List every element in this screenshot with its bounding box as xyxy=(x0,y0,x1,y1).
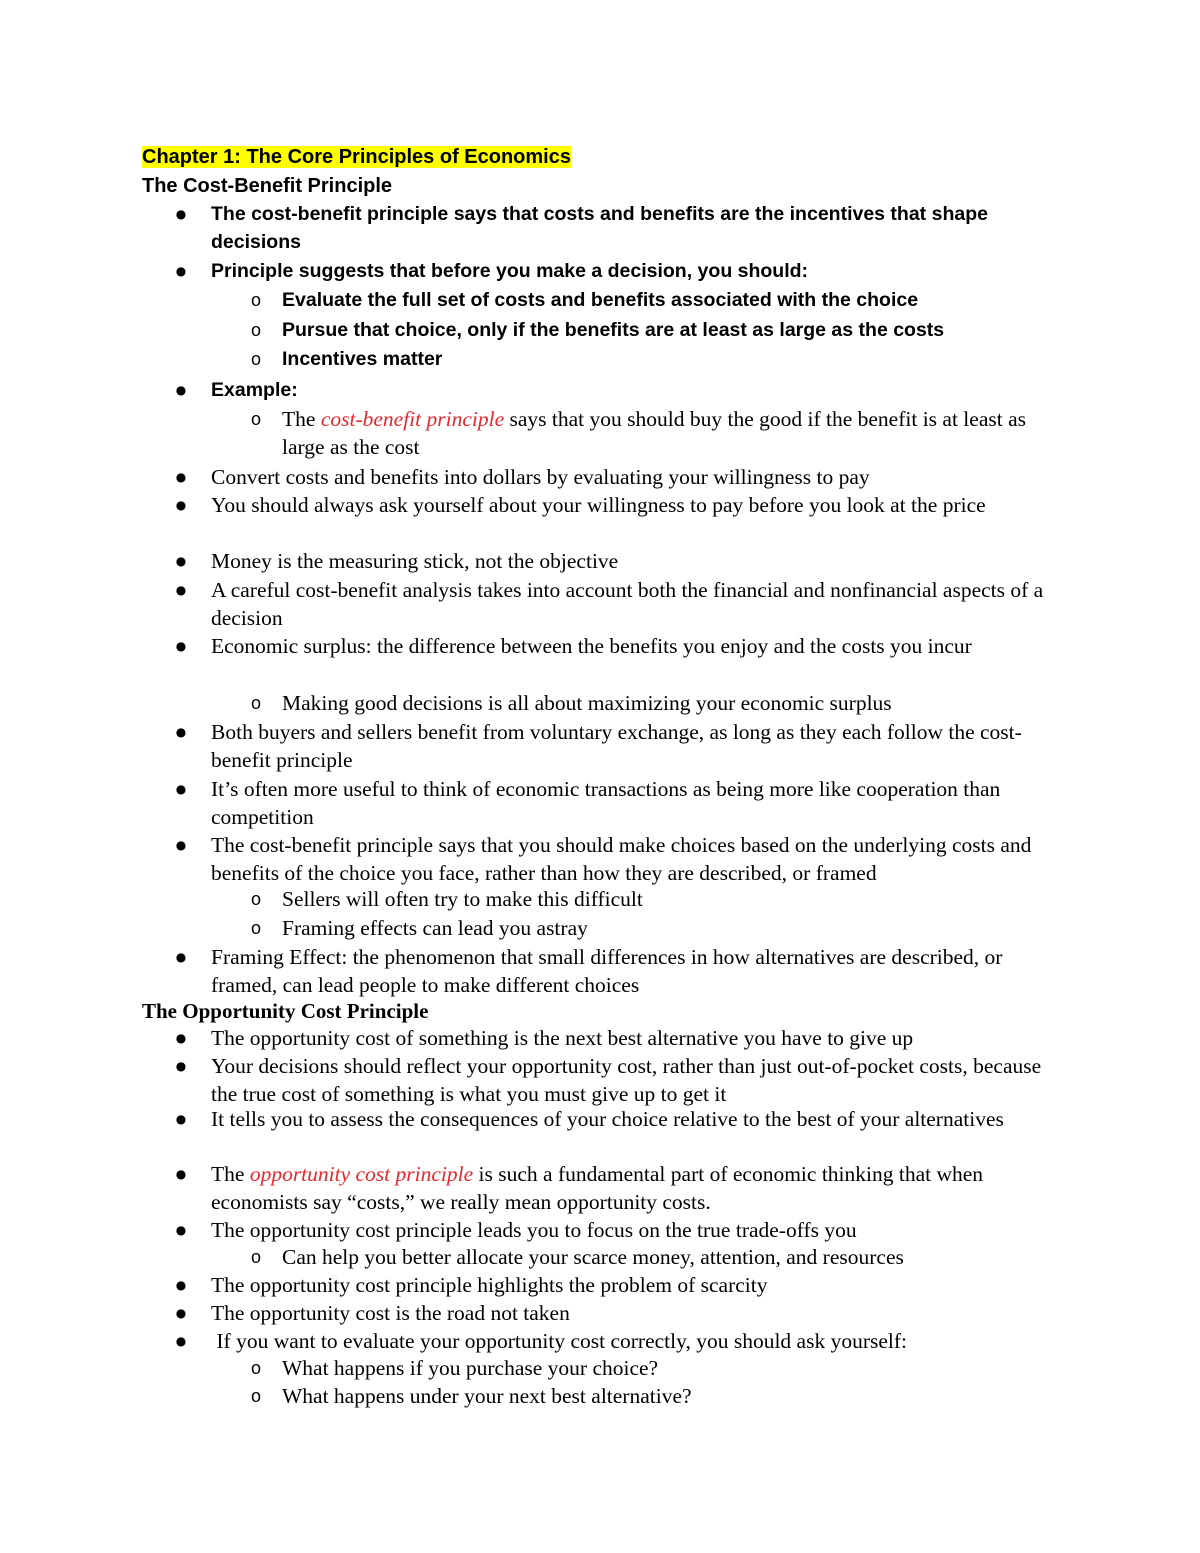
list-item-text: The opportunity cost of something is the next best alternative you have to give up xyxy=(211,1026,914,1050)
sub-list-item-text xyxy=(282,405,1057,461)
chapter-title-highlight: Chapter 1: The Core Principles of Economics xyxy=(142,146,571,168)
bullet-marker: ● xyxy=(175,1278,187,1292)
bullet-marker: ● xyxy=(175,498,187,512)
bullet-marker: ● xyxy=(175,264,187,278)
text-run: The xyxy=(211,1162,250,1186)
sub-list-item-text: Can help you better allocate your scarce money, attention, and resources xyxy=(282,1245,904,1269)
list-item-text: A careful cost-benefit analysis takes into account both the financial and nonfinancial aspects of a decision xyxy=(211,578,1044,630)
list-item-text: Both buyers and sellers benefit from voluntary exchange, as long as they each follow the cost-benefit principle xyxy=(211,720,1022,772)
list-item-text: Convert costs and benefits into dollars by evaluating your willingness to pay xyxy=(211,465,870,489)
list-item-text: Money is the measuring stick, not the objective xyxy=(211,549,619,573)
list-item-text: Example: xyxy=(211,379,298,401)
list-item-text: Your decisions should reflect your opportunity cost, rather than just out-of-pocket costs, because the true cost of something is what you must give up to get it xyxy=(211,1054,1042,1106)
bullet-marker: ● xyxy=(175,838,187,852)
list-item-text: It’s often more useful to think of economic transactions as being more like cooperation than competition xyxy=(211,777,1001,829)
sub-bullet-marker: o xyxy=(250,918,261,938)
bullet-marker: ● xyxy=(175,554,187,568)
bullet-marker: ● xyxy=(175,950,187,964)
section-heading-opportunity-cost: The Opportunity Cost Principle xyxy=(142,999,429,1023)
list-item-text: The cost-benefit principle says that you should make choices based on the underlying costs and benefits of the choice you face, rather than how they are described, or framed xyxy=(211,833,1032,885)
bullet-marker: ● xyxy=(175,1223,187,1237)
sub-list-item-text: Incentives matter xyxy=(282,348,443,370)
sub-list-item-text: Sellers will often try to make this difficult xyxy=(282,887,643,911)
bullet-marker: ● xyxy=(175,583,187,597)
list-item-text: The cost-benefit principle says that costs and benefits are the incentives that shape decisions xyxy=(211,203,988,253)
list-item-text: You should always ask yourself about your willingness to pay before you look at the price xyxy=(211,493,986,517)
list-item-text: Economic surplus: the difference between the benefits you enjoy and the costs you incur xyxy=(211,634,972,658)
sub-bullet-marker: o xyxy=(250,1247,261,1267)
sub-bullet-marker: o xyxy=(250,693,261,713)
bullet-marker: ● xyxy=(175,383,187,397)
bullet-marker: ● xyxy=(175,470,187,484)
list-item-text: If you want to evaluate your opportunity cost correctly, you should ask yourself: xyxy=(211,1329,907,1353)
sub-bullet-marker: o xyxy=(250,1386,261,1406)
bullet-marker: ● xyxy=(175,1059,187,1073)
list-item-text: The opportunity cost is the road not taken xyxy=(211,1301,570,1325)
bullet-marker: ● xyxy=(175,1112,187,1126)
sub-bullet-marker: o xyxy=(250,409,261,429)
bullet-marker: ● xyxy=(175,1306,187,1320)
sub-bullet-marker: o xyxy=(250,889,261,909)
bullet-marker: ● xyxy=(175,1334,187,1348)
sub-list-item-text: Evaluate the full set of costs and benefits associated with the choice xyxy=(282,289,919,311)
list-item-text: The opportunity cost principle highlights the problem of scarcity xyxy=(211,1273,768,1297)
key-term-opportunity-cost-principle: opportunity cost principle xyxy=(249,1162,474,1186)
text-run: says that you should buy the good if the benefit is at least as large as the cost xyxy=(282,407,1026,459)
sub-bullet-marker: o xyxy=(250,320,261,340)
section-heading-cost-benefit: The Cost-Benefit Principle xyxy=(142,175,393,197)
text-run: The xyxy=(282,407,321,431)
sub-bullet-marker: o xyxy=(250,349,261,369)
list-item-text: Framing Effect: the phenomenon that small differences in how alternatives are described, or framed, can lead people to make different choices xyxy=(211,945,1003,997)
list-item-text: Principle suggests that before you make a decision, you should: xyxy=(211,260,809,282)
sub-list-item-text: What happens if you purchase your choice? xyxy=(282,1356,659,1380)
text-run: is such a fundamental part of economic thinking that when economists say “costs,” we really mean opportunity costs. xyxy=(211,1162,984,1214)
chapter-title xyxy=(142,144,571,170)
bullet-marker: ● xyxy=(175,207,187,221)
bullet-marker: ● xyxy=(175,639,187,653)
bullet-marker: ● xyxy=(175,725,187,739)
sub-bullet-marker: o xyxy=(250,290,261,310)
list-item-text xyxy=(211,1160,1056,1216)
bullet-marker: ● xyxy=(175,1031,187,1045)
bullet-marker: ● xyxy=(175,782,187,796)
sub-list-item-text: Framing effects can lead you astray xyxy=(282,916,588,940)
list-item-text: The opportunity cost principle leads you to focus on the true trade-offs you xyxy=(211,1218,857,1242)
list-item-text: It tells you to assess the consequences of your choice relative to the best of your alternatives xyxy=(211,1107,1004,1131)
bullet-marker: ● xyxy=(175,1167,187,1181)
sub-list-item-text: Pursue that choice, only if the benefits are at least as large as the costs xyxy=(282,319,945,341)
key-term-cost-benefit-principle: cost-benefit principle xyxy=(320,407,505,431)
sub-list-item-text: Making good decisions is all about maximizing your economic surplus xyxy=(282,691,892,715)
sub-bullet-marker: o xyxy=(250,1358,261,1378)
sub-list-item-text: What happens under your next best alternative? xyxy=(282,1384,692,1408)
